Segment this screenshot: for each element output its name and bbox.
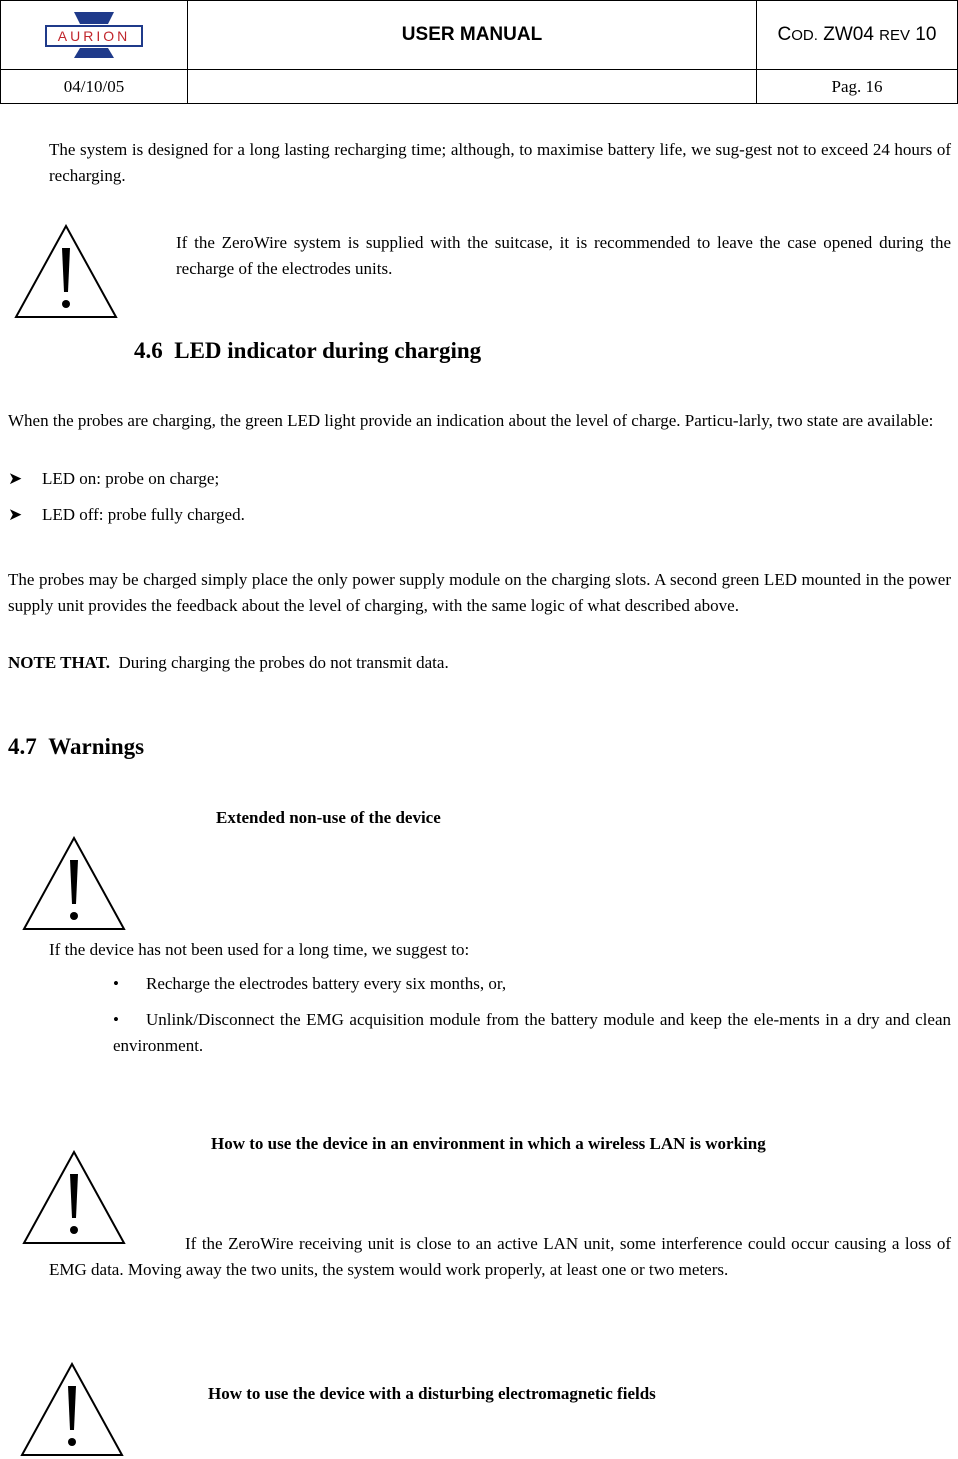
- list-item: ➤ LED off: probe fully charged.: [8, 502, 245, 528]
- warning-1-intro: If the device has not been used for a long time, we suggest to:: [49, 940, 470, 959]
- document-date: 04/10/05: [1, 70, 188, 104]
- warning-2-title: How to use the device in an environment in which a wireless LAN is working: [211, 1134, 766, 1153]
- note-paragraph: NOTE THAT. During charging the probes do not transmit data.: [8, 653, 449, 672]
- warning-2-text: If the ZeroWire receiving unit is close to an active LAN unit, some interference could occur causing a loss of EMG data. Moving away the two units, the system would work properly, at least one or two meters.: [49, 1234, 951, 1279]
- list-item: • Recharge the electrodes battery every six months, or,: [113, 971, 951, 997]
- suitcase-warning-text: If the ZeroWire system is supplied with the suitcase, it is recommended to leave the case opened during the recharge of the electrodes units.: [176, 233, 951, 278]
- section-4-6-heading: 4.6 LED indicator during charging: [134, 338, 482, 363]
- header-empty-cell: [188, 70, 757, 104]
- page-number: Pag. 16: [757, 70, 958, 104]
- logo-text: AURION: [57, 28, 131, 44]
- warning-triangle-icon: [22, 836, 126, 932]
- document-header: [0, 0, 958, 104]
- aurion-logo-icon: [44, 10, 144, 60]
- list-item: ➤ LED on: probe on charge;: [8, 466, 219, 492]
- logo-cell: [1, 1, 188, 70]
- document-title: USER MANUAL: [188, 1, 757, 70]
- document-code: COD. ZW04 REV 10: [757, 1, 958, 70]
- arrow-bullet-icon: ➤: [8, 469, 23, 488]
- recharge-paragraph: The system is designed for a long lasting recharging time; although, to maximise battery life, we sug-gest not to exceed 24 hours of recharging.: [49, 140, 951, 185]
- dot-bullet-icon: •: [113, 974, 119, 993]
- dot-bullet-icon: •: [113, 1010, 119, 1029]
- warning-3-title: How to use the device with a disturbing electromagnetic fields: [208, 1384, 656, 1403]
- warning-triangle-icon: [20, 1362, 124, 1458]
- charging-paragraph: The probes may be charged simply place the only power supply module on the charging slots. A second green LED mounted in the power supply unit provides the feedback about the level of charging, with the same logic of what described above.: [8, 570, 951, 615]
- section-4-7-heading: 4.7 Warnings: [8, 734, 145, 759]
- led-intro-paragraph: When the probes are charging, the green LED light provide an indication about the level of charge. Particu-larly, two state are available:: [8, 411, 934, 430]
- list-item: • Unlink/Disconnect the EMG acquisition module from the battery module and keep the ele-ments in a dry and clean environment.: [113, 1007, 951, 1059]
- warning-triangle-icon: [14, 224, 118, 320]
- warning-1-title: Extended non-use of the device: [216, 808, 441, 827]
- arrow-bullet-icon: ➤: [8, 505, 23, 524]
